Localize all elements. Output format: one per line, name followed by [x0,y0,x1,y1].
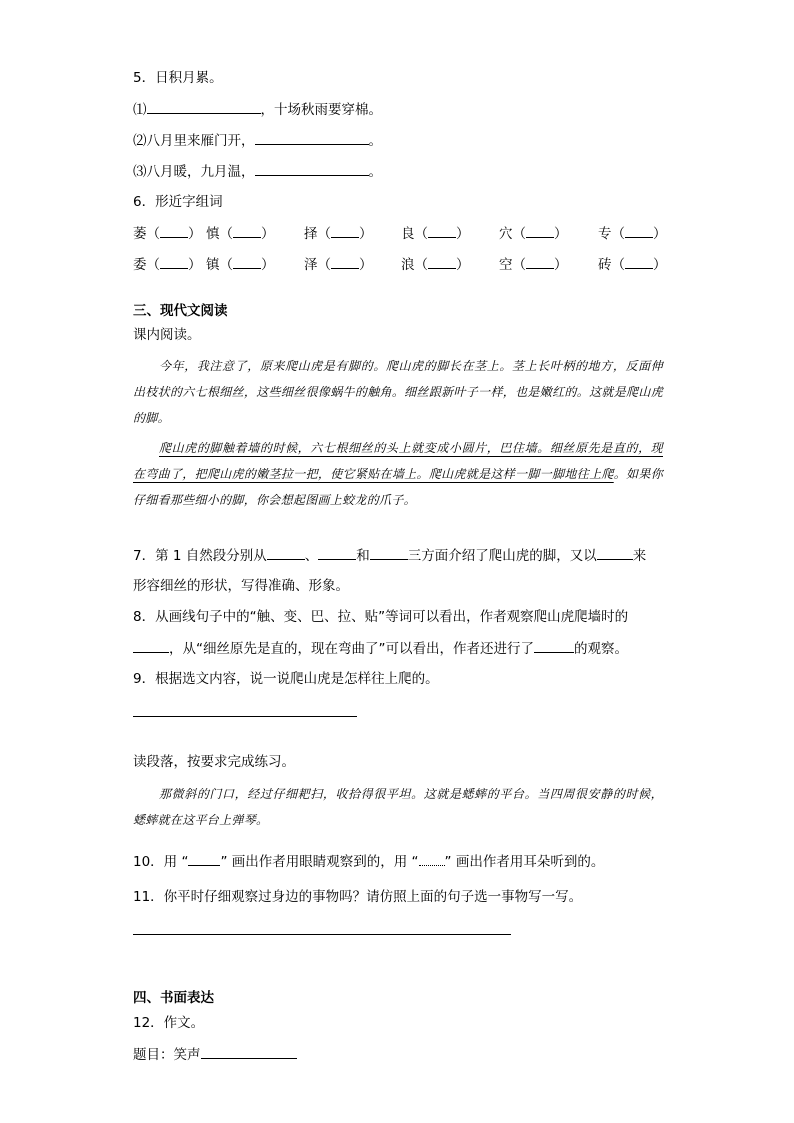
q6-char: 专（ [598,226,625,242]
q10-text: 10．用 “ [133,854,189,870]
q6-close: ） [261,257,275,273]
underlined-sentence: 爬山虎的脚触着墙的时候，六七根细丝的头上就变成小圆片，巴住墙。细丝原先是直的，现在弯曲了，把爬山虎的嫩茎拉一把，使它紧贴在墙上。爬山虎就是这样一脚一脚地往上爬 [133,441,663,481]
q6-blank[interactable] [160,224,188,238]
q6-close: ） [188,226,202,242]
q8-blank-2[interactable] [534,639,574,653]
q7-line1 [133,546,646,565]
q8-text: 的观察。 [574,641,628,657]
q5-item1-prefix: ⑴ [133,102,147,118]
reading-passage-1 [133,353,663,513]
q7-sep: 、 [304,548,319,564]
q6-blank[interactable] [625,255,653,269]
q7-blank-4[interactable] [597,546,633,560]
q6-close: ） [359,257,373,273]
q6-char: 委（ [133,257,160,273]
q6-blank[interactable] [526,224,554,238]
q6-cell [499,255,568,274]
straight-line-sample [188,852,220,866]
q7-text: 7．第 1 自然段分别从 [133,548,267,564]
passage2-para: 那微斜的门口，经过仔细耙扫，收拾得很平坦。这就是蟋蟀的平台。当四周很安静的时候，蟋蟀就在这平台上弹琴。 [133,787,663,827]
q5-item2-blank[interactable] [255,131,369,145]
q5-item1-blank[interactable] [147,100,261,114]
q6-cell [206,224,275,243]
q6-char: 砖（ [598,257,625,273]
section3-heading: 三、现代文阅读 [133,303,228,319]
q10-text: ” 画出作者用耳朵听到的。 [444,854,605,870]
q6-char: 择（ [304,226,331,242]
passage-para-1: 今年，我注意了，原来爬山虎是有脚的。爬山虎的脚长在茎上。茎上长叶柄的地方，反面伸出枝状的六七根细丝，这些细丝很像蜗牛的触角。细丝跟新叶子一样，也是嫩红的。这就是爬山虎的脚。 [133,359,663,425]
q5-item3-end: 。 [368,164,382,180]
q8-text: ，从“细丝原先是直的，现在弯曲了”可以看出，作者还进行了 [169,641,534,657]
q6-cell [133,255,202,274]
q6-cell [401,255,470,274]
reading-passage-2 [133,781,663,833]
q6-cell [598,224,667,243]
q6-cell [598,255,667,274]
q9-question: 9．根据选文内容，说一说爬山虎是怎样往上爬的。 [133,671,439,687]
q5-item3-text: ⑶八月暖，九月温， [133,164,255,180]
q6-cell [499,224,568,243]
q6-cell [133,224,202,243]
q6-char: 泽（ [304,257,331,273]
q6-blank[interactable] [331,224,359,238]
q6-blank[interactable] [625,224,653,238]
q10-question [133,852,604,871]
q6-blank[interactable] [428,255,456,269]
q6-char: 萎（ [133,226,160,242]
q5-item2-end: 。 [368,133,382,149]
q7-blank-3[interactable] [370,546,408,560]
q6-close: ） [554,226,568,242]
essay-topic-label: 题目：笑声 [133,1047,201,1063]
q7-line2: 形容细丝的形状，写得准确、形象。 [133,578,349,594]
q6-blank[interactable] [233,255,261,269]
q6-char: 穴（ [499,226,526,242]
q6-blank[interactable] [331,255,359,269]
q5-item2 [133,131,382,150]
q6-close: ） [653,257,667,273]
q6-cell [304,224,373,243]
q6-blank[interactable] [428,224,456,238]
essay-topic [133,1045,297,1064]
q5-item3-blank[interactable] [255,162,369,176]
q6-blank[interactable] [526,255,554,269]
essay-topic-blank[interactable] [201,1045,297,1059]
section4-heading: 四、书面表达 [133,990,214,1006]
q5-title: 5．日积月累。 [133,70,223,86]
q6-cell [401,224,470,243]
passage-para-2-rest: 。如果你仔细看那些细小的脚，你会想起图画上蛟龙的爪子。 [133,467,663,507]
q6-char: 浪（ [401,257,428,273]
q7-sep: 和 [356,548,370,564]
q6-cell [206,255,275,274]
q11-question: 11．你平时仔细观察过身边的事物吗？请仿照上面的句子选一事物写一写。 [133,889,583,905]
q6-close: ） [188,257,202,273]
q8-line1: 8．从画线句子中的“触、变、巴、拉、贴”等词可以看出，作者观察爬山虎爬墙时的 [133,609,629,625]
passage-para-2 [133,435,663,513]
q7-text: 三方面介绍了爬山虎的脚，又以 [407,548,597,564]
q7-blank-1[interactable] [267,546,305,560]
q6-close: ） [261,226,275,242]
q7-blank-2[interactable] [318,546,356,560]
q6-close: ） [653,226,667,242]
q5-item2-text: ⑵八月里来雁门开， [133,133,255,149]
q6-char: 空（ [499,257,526,273]
q6-char: 镇（ [206,257,233,273]
q10-text: ” 画出作者用眼睛观察到的，用 “ [220,854,419,870]
q12-title: 12．作文。 [133,1015,205,1031]
q6-char: 慎（ [206,226,233,242]
q6-title: 6．形近字组词 [133,194,223,210]
q7-text: 来 [632,548,647,564]
q6-char: 良（ [401,226,428,242]
q5-item1-suffix: ，十场秋雨要穿棉。 [260,102,382,118]
q6-close: ） [456,257,470,273]
q5-item1 [133,100,382,119]
q8-blank-1[interactable] [133,639,169,653]
reading2-intro: 读段落，按要求完成练习。 [133,754,295,770]
q8-line2 [133,639,628,658]
q6-blank[interactable] [160,255,188,269]
q5-item3 [133,162,382,181]
q6-close: ） [359,226,373,242]
q11-answer-line[interactable] [133,934,511,935]
q6-close: ） [456,226,470,242]
q6-blank[interactable] [233,224,261,238]
wavy-line-sample [419,854,445,866]
q9-answer-line[interactable] [133,716,357,717]
q6-cell [304,255,373,274]
q6-close: ） [554,257,568,273]
section3-sub: 课内阅读。 [133,327,201,343]
